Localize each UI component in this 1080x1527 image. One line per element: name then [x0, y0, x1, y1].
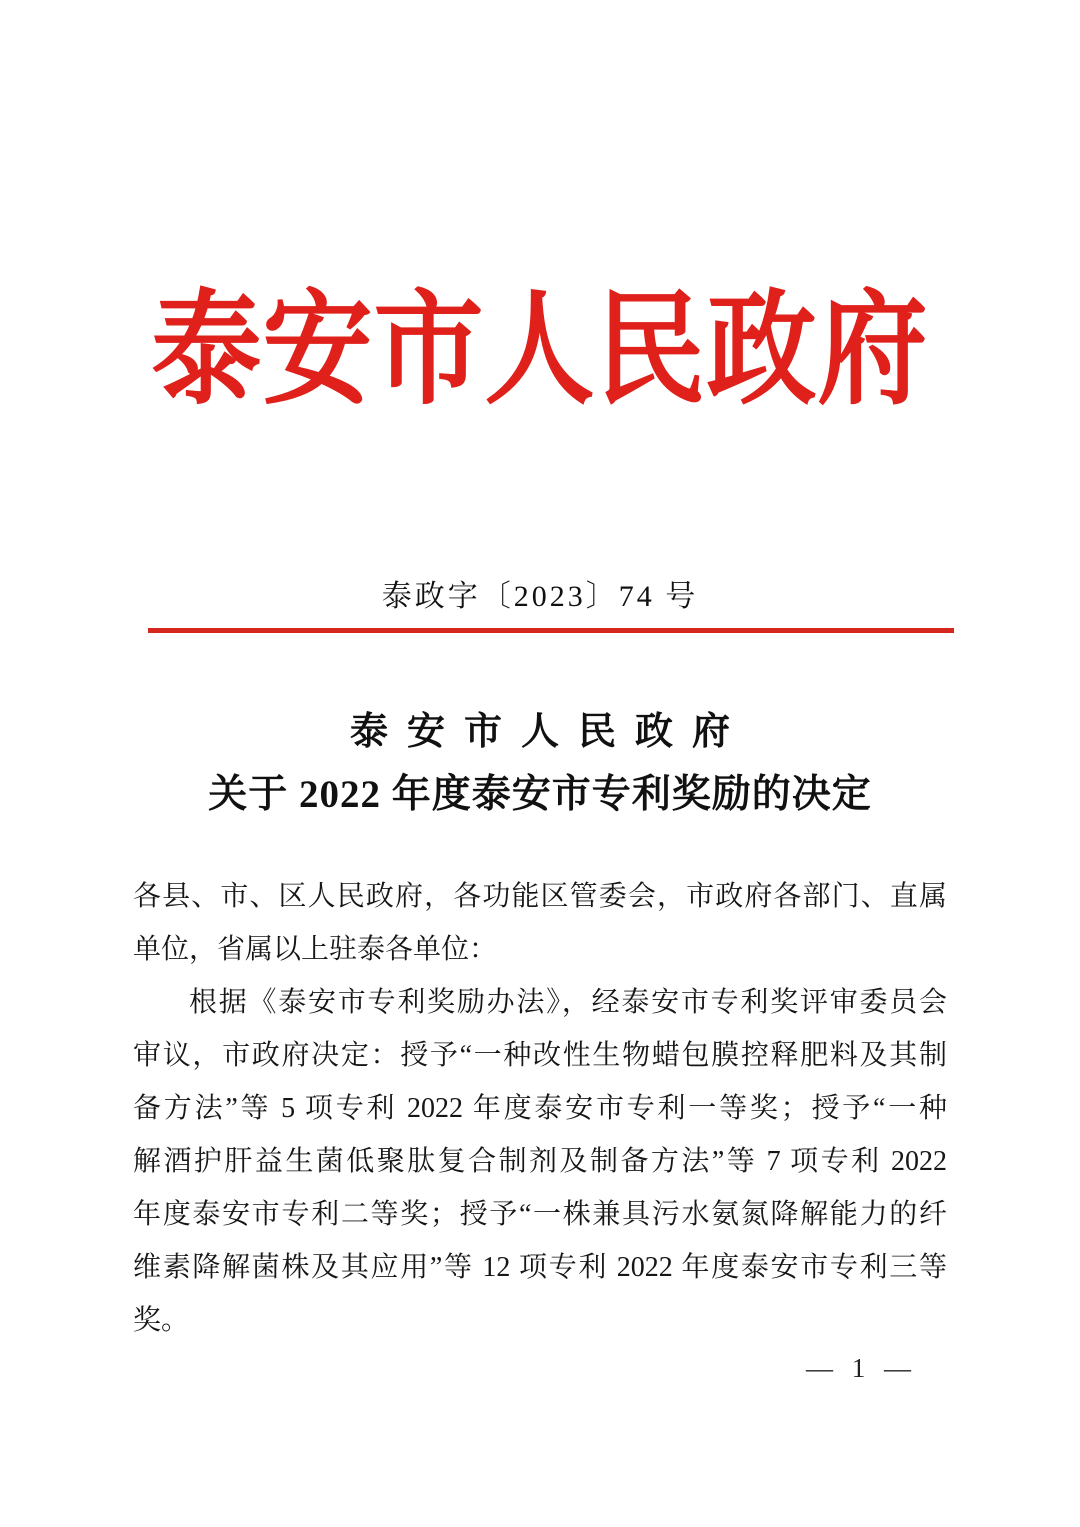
body-line: 单位，省属以上驻泰各单位：: [133, 934, 498, 965]
title-subject-line: 关于 2022 年度泰安市专利奖励的决定: [208, 773, 872, 817]
body-line: 解酒护肝益生菌低聚肽复合制剂及制备方法”等 7 项专利 2022: [133, 1146, 947, 1177]
document-body: [133, 870, 947, 1347]
body-line: 备方法”等 5 项专利 2022 年度泰安市专利一等奖；授予“一种: [133, 1093, 947, 1124]
letterhead-title: 泰安市人民政府: [151, 282, 929, 419]
body-line: 审议，市政府决定：授予“一种改性生物蜡包膜控释肥料及其制: [133, 1040, 947, 1071]
document-number: 泰政字〔2023〕74 号: [381, 580, 699, 613]
body-line: 奖。: [133, 1305, 190, 1336]
title-org-line: 泰安市人民政府: [349, 711, 749, 753]
body-line: 根据《泰安市专利奖励办法》，经泰安市专利奖评审委员会: [189, 987, 947, 1018]
document-title: [0, 708, 1080, 821]
body-line: 各县、市、区人民政府，各功能区管委会，市政府各部门、直属: [133, 881, 947, 912]
body-line: 年度泰安市专利二等奖；授予“一株兼具污水氨氮降解能力的纤: [133, 1199, 947, 1230]
red-divider: [148, 628, 954, 633]
page-number: — 1 —: [806, 1353, 917, 1383]
body-line: 维素降解菌株及其应用”等 12 项专利 2022 年度泰安市专利三等: [133, 1252, 947, 1283]
